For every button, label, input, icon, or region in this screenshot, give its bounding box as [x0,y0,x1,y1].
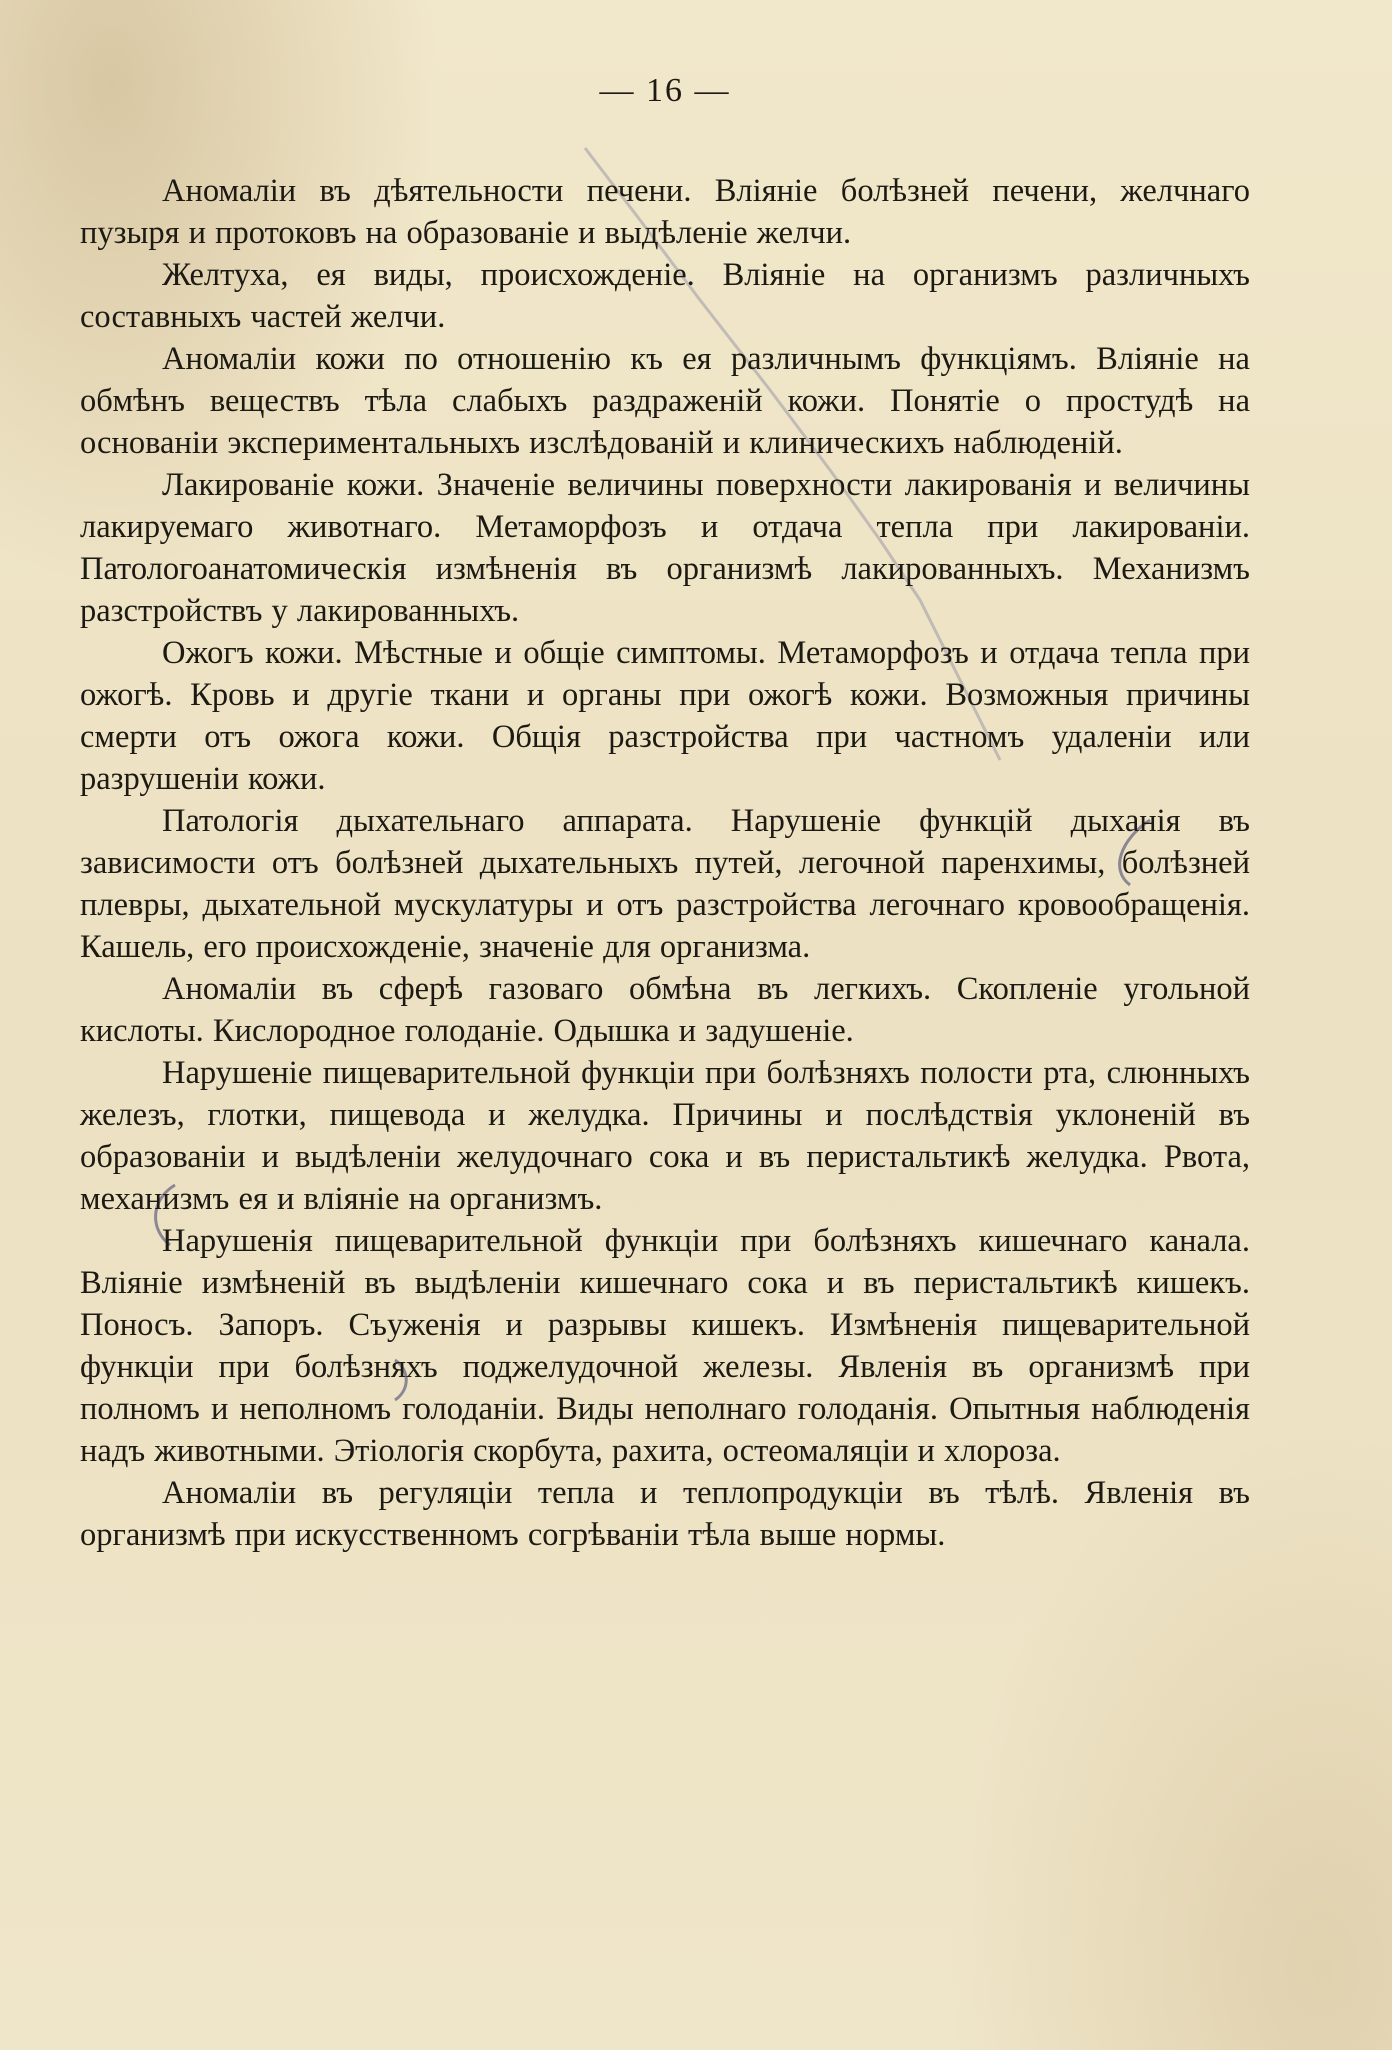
page-number: — 16 — [599,72,731,109]
paragraph: Аномаліи въ сферѣ газоваго обмѣна въ легкихъ. Скопленіе угольной кислоты. Кислородное голоданіе. Одышка и задушеніе. [80,971,1250,1049]
paragraph: Нарушенія пищеварительной функціи при болѣзняхъ кишечнаго канала. Вліяніе измѣненій въ выдѣленіи кишечнаго сока и въ перистальтикѣ кишекъ. Поносъ. Запоръ. Съуженія и разрывы кишекъ. Измѣненія пищеварительной функціи при болѣзняхъ поджелудочной железы. Явленія въ организмѣ при полномъ и неполномъ голоданіи. Виды неполнаго голоданія. Опытныя наблюденія надъ животными. Этіологія скорбута, рахита, остеомаляціи и хлороза. [80,1223,1250,1469]
paragraph: Аномаліи кожи по отношенію къ ея различнымъ функціямъ. Вліяніе на обмѣнъ веществъ тѣла слабыхъ раздраженій кожи. Понятіе о простудѣ на основаніи экспериментальныхъ изслѣдованій и клиническихъ наблюденій. [80,341,1250,461]
paragraph: Желтуха, ея виды, происхожденіе. Вліяніе на организмъ различныхъ составныхъ частей желчи. [80,257,1250,335]
paragraph: Аномаліи въ дѣятельности печени. Вліяніе болѣзней печени, желчнаго пузыря и протоковъ на образованіе и выдѣленіе желчи. [80,173,1250,251]
paragraph: Ожогъ кожи. Мѣстные и общіе симптомы. Метаморфозъ и отдача тепла при ожогѣ. Кровь и другіе ткани и органы при ожогѣ кожи. Возможныя причины смерти отъ ожога кожи. Общія разстройства при частномъ удаленіи или разрушеніи кожи. [80,635,1250,797]
paragraph: Аномаліи въ регуляціи тепла и теплопродукціи въ тѣлѣ. Явленія въ организмѣ при искусственномъ согрѣваніи тѣла выше нормы. [80,1475,1250,1553]
paragraph: Лакированіе кожи. Значеніе величины поверхности лакированія и величины лакируемаго животнаго. Метаморфозъ и отдача тепла при лакированіи. Патологоанатомическія измѣненія въ организмѣ лакированныхъ. Механизмъ разстройствъ у лакированныхъ. [80,467,1250,629]
body-text [80,170,1250,1556]
paragraph: Нарушеніе пищеварительной функціи при болѣзняхъ полости рта, слюнныхъ железъ, глотки, пищевода и желудка. Причины и послѣдствія уклоненій въ образованіи и выдѣленіи желудочнаго сока и въ перистальтикѣ желудка. Рвота, механизмъ ея и вліяніе на организмъ. [80,1055,1250,1217]
paragraph: Патологія дыхательнаго аппарата. Нарушеніе функцій дыханія въ зависимости отъ болѣзней дыхательныхъ путей, легочной паренхимы, болѣзней плевры, дыхательной мускулатуры и отъ разстройства легочнаго кровообращенія. Кашель, его происхожденіе, значеніе для организма. [80,803,1250,965]
